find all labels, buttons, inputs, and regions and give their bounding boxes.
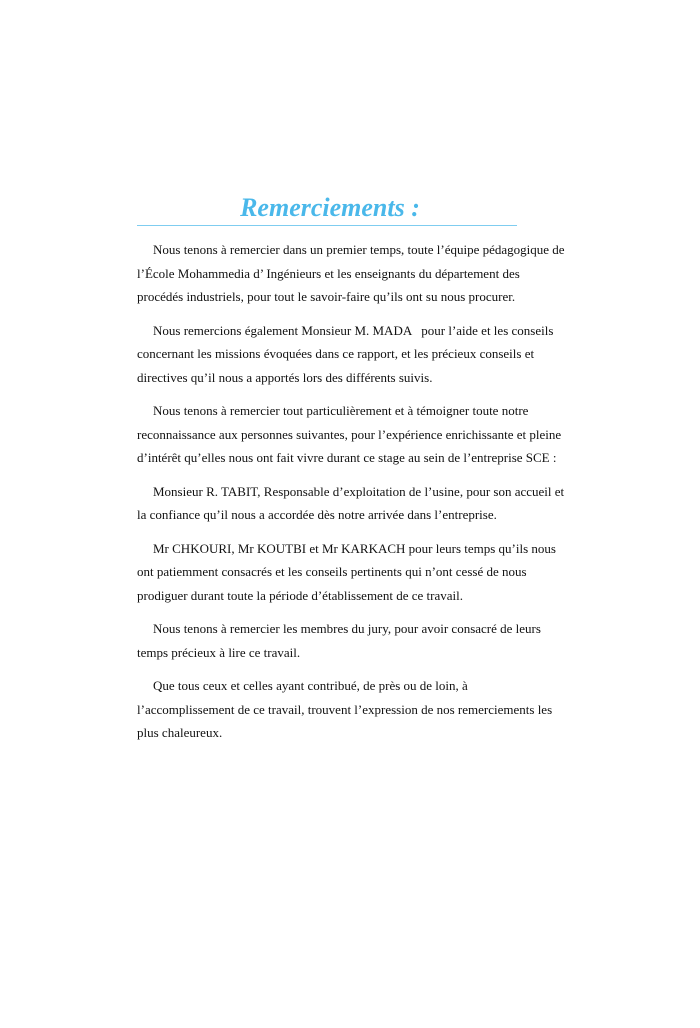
text-line: Mr CHKOURI, Mr KOUTBI et Mr KARKACH pour leurs temps qu’ils nous: [153, 540, 556, 556]
text-line: la confiance qu’il nous a accordée dès notre arrivée dans l’entreprise.: [137, 507, 497, 522]
text-line: d’intérêt qu’elles nous ont fait vivre durant ce stage au sein de l’entreprise SCE :: [137, 450, 557, 465]
paragraph-7: [137, 674, 577, 745]
text-line: l’École Mohammedia d’ Ingénieurs et les enseignants du département des: [137, 265, 520, 281]
paragraph-3: [137, 399, 577, 470]
text-line: directives qu’il nous a apportés lors des différents suivis.: [137, 369, 433, 385]
document-body: [137, 238, 577, 755]
text-line: Nous remercions également Monsieur M. MADA pour l’aide et les conseils: [153, 322, 554, 338]
text-line: procédés industriels, pour tout le savoir-faire qu’ils ont su nous procurer.: [137, 289, 516, 304]
title-divider: [137, 225, 517, 226]
text-line: Nous tenons à remercier tout particulièrement et à témoigner toute notre: [153, 403, 529, 418]
text-line: plus chaleureux.: [137, 725, 223, 740]
text-line: Nous tenons à remercier les membres du jury, pour avoir consacré de leurs: [153, 621, 541, 636]
paragraph-1: [137, 238, 577, 309]
text-line: Monsieur R. TABIT, Responsable d’exploitation de l’usine, pour son accueil et: [153, 483, 565, 499]
paragraph-5: [137, 537, 577, 608]
text-line: prodiguer durant toute la période d’établissement de ce travail.: [137, 587, 463, 603]
text-line: Que tous ceux et celles ayant contribué, de près ou de loin, à: [153, 678, 468, 693]
paragraph-2: [137, 319, 577, 390]
text-line: concernant les missions évoquées dans ce rapport, et les précieux conseils et: [137, 346, 535, 361]
text-line: Nous tenons à remercier dans un premier temps, toute l’équipe pédagogique de: [153, 242, 565, 257]
text-line: ont patiemment consacrés et les conseils pertinents qui n’ont cessé de nous: [137, 564, 527, 579]
paragraph-4: [137, 480, 577, 527]
page-title: Remerciements :: [240, 193, 420, 222]
paragraph-6: [137, 617, 577, 664]
text-line: l’accomplissement de ce travail, trouvent l’expression de nos remerciements les: [137, 701, 553, 717]
text-line: temps précieux à lire ce travail.: [137, 644, 301, 660]
text-line: reconnaissance aux personnes suivantes, pour l’expérience enrichissante et pleine: [137, 426, 562, 442]
